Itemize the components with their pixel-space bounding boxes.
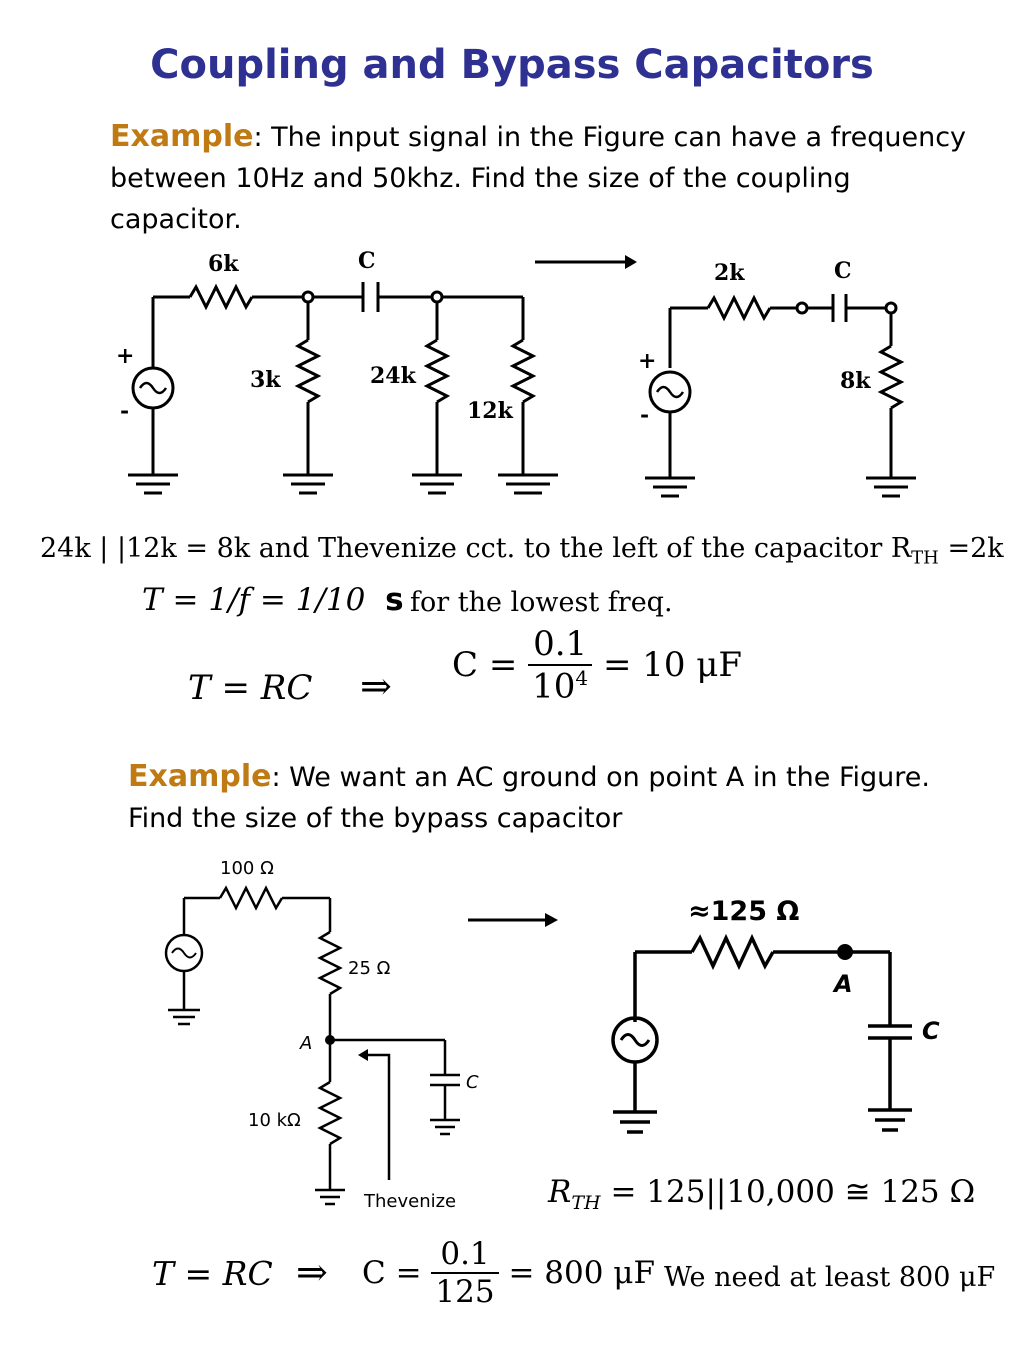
minus-sign-2: -: [640, 402, 650, 428]
example1-text: The input signal in the Figure can have a frequency between 10Hz and 50khz. Find the size of the coupling capacitor.: [110, 122, 967, 235]
resistor-label-2k: 2k: [714, 260, 745, 286]
resistor-label-24k: 24k: [370, 363, 416, 389]
coupling-circuit-diagram: [100, 240, 1020, 510]
resistor-label-3k: 3k: [250, 367, 281, 393]
example1-paragraph: [110, 116, 990, 240]
coupling-capacitor-result: C = $\frac{0.1}{10^4}$ = 10 μF: [452, 624, 742, 707]
capacitor-label-c1: C: [358, 248, 376, 274]
thevenin-resistance-equation: $R_{TH} = 125||10,000$ ≅ 125 Ω: [548, 1174, 976, 1215]
node-label-a2: A: [834, 970, 853, 998]
resistor-label-12k: 12k: [467, 398, 513, 424]
thevenize-label: Thevenize: [364, 1191, 457, 1212]
resistor-label-10k: 10 kΩ: [248, 1110, 301, 1131]
capacitor-label-c2: C: [834, 258, 852, 284]
plus-sign-2: +: [638, 348, 657, 374]
rc-equation: T = RC: [188, 668, 313, 708]
example2-paragraph: [128, 756, 958, 839]
example1-colon: :: [253, 122, 263, 153]
period-equation: T = 1/f = 1/10 s: [142, 582, 404, 618]
resistor-label-125: ≈125 Ω: [688, 896, 800, 927]
slide-title: Coupling and Bypass Capacitors: [150, 42, 874, 88]
implies-arrow-1: ⇒: [360, 664, 392, 708]
resistor-label-8k: 8k: [840, 368, 871, 394]
implies-arrow-2: ⇒: [296, 1250, 328, 1294]
example2-colon: :: [271, 762, 281, 793]
bypass-circuit-diagram: [140, 850, 1000, 1220]
example2-text: We want an AC ground on point A in the Figure. Find the size of the bypass capacitor: [128, 762, 956, 834]
example1-label: Example: [110, 119, 254, 154]
parallel-resistance-line: 24k | |12k = 8k and Thevenize cct. to the left of the capacitor $R_{TH} =2k$: [40, 533, 1004, 569]
capacitor-label-c4: C: [922, 1017, 940, 1045]
minus-sign: -: [120, 398, 130, 424]
bypass-capacitor-result: C = $\frac{0.1}{125}$ = 800 μF: [362, 1236, 655, 1310]
node-label-a: A: [300, 1033, 313, 1054]
final-rc-equation: T = RC: [152, 1254, 273, 1293]
resistor-label-6k: 6k: [208, 251, 239, 277]
resistor-label-25: 25 Ω: [348, 958, 391, 979]
resistor-label-100: 100 Ω: [220, 858, 274, 879]
lowest-freq-note: for the lowest freq.: [410, 587, 673, 618]
example2-label: Example: [128, 759, 272, 794]
minimum-capacitance-note: We need at least 800 μF: [664, 1262, 996, 1293]
plus-sign: +: [116, 343, 135, 369]
capacitor-label-c3: C: [466, 1072, 479, 1093]
